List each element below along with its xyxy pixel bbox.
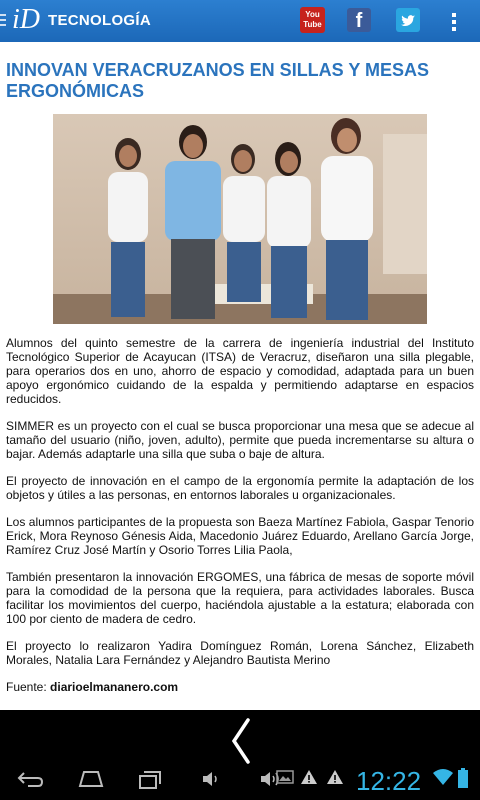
article-content[interactable]	[0, 42, 480, 710]
article-title: INNOVAN VERACRUZANOS EN SILLAS Y MESAS ERGONÓMICAS	[6, 60, 430, 101]
article-source	[6, 680, 474, 694]
app-logo[interactable]: iD	[12, 4, 40, 35]
volume-down-icon[interactable]	[200, 768, 222, 790]
home-icon[interactable]	[76, 768, 106, 790]
twitter-icon[interactable]	[396, 8, 420, 32]
article-paragraph: Los alumnos participantes de la propuesta son Baeza Martínez Fabiola, Gaspar Tenorio Erick, Mora Reynoso Génesis Aida, Macedonio Juárez Eduardo, Arellano García Jorge, Ramírez Cruz José Martín y Osorio Torres Lilia Paola,	[6, 515, 474, 557]
source-link[interactable]: diarioelmananero.com	[50, 680, 179, 694]
youtube-icon[interactable]: You Tube	[300, 7, 325, 33]
gallery-notification-icon	[276, 768, 294, 786]
wifi-icon	[432, 768, 454, 786]
article-body	[6, 336, 474, 707]
article-paragraph: El proyecto lo realizaron Yadira Domínguez Román, Lorena Sánchez, Elizabeth Morales, Natalia Lara Fernández y Alejandro Bautista Merino	[6, 639, 474, 667]
article-photo	[53, 114, 427, 324]
overflow-menu-icon[interactable]	[452, 13, 458, 31]
drawer-indicator-icon[interactable]	[0, 14, 6, 28]
back-chevron-icon[interactable]	[226, 716, 256, 766]
article-paragraph: SIMMER es un proyecto con el cual se busca proporcionar una mesa que se adecue al tamaño del usuario (niño, joven, adulto), permite que pueda incrementarse su altura o bajar. Además adaptarle una silla que suba o baje de altura.	[6, 419, 474, 461]
recent-apps-icon[interactable]	[138, 768, 164, 790]
action-bar	[0, 0, 480, 42]
facebook-icon[interactable]: f	[347, 8, 371, 32]
battery-icon	[458, 768, 468, 788]
article-paragraph: Alumnos del quinto semestre de la carrera de ingeniería industrial del Instituto Tecnológico Superior de Acayucan (ITSA) de Veracruz, diseñaron una silla plegable, para operarios dos en uno, ahorro de espacio y comodidad, adaptada para un buen apoyo ergonómico cuidando de la espalda y permitiendo adaptarse en espacios reducidos.	[6, 336, 474, 406]
warning-icon	[300, 768, 318, 786]
status-clock: 12:22	[356, 766, 422, 796]
article-paragraph: También presentaron la innovación ERGOMES, una fábrica de mesas de soporte móvil para la comodidad de la persona que la requiera, para actividades laborales. Busca facilitar los movimientos del cuerpo, haciéndola ajustable a la estatura; elaborada con 100 por ciento de madera de cedro.	[6, 570, 474, 626]
section-title: TECNOLOGÍA	[48, 12, 151, 29]
source-label: Fuente:	[6, 680, 51, 694]
article-paragraph: El proyecto de innovación en el campo de la ergonomía permite la adaptación de los objetos y útiles a las personas, en entornos laborales u organizacionales.	[6, 474, 474, 502]
warning-icon	[326, 768, 344, 786]
back-icon[interactable]	[16, 768, 44, 790]
